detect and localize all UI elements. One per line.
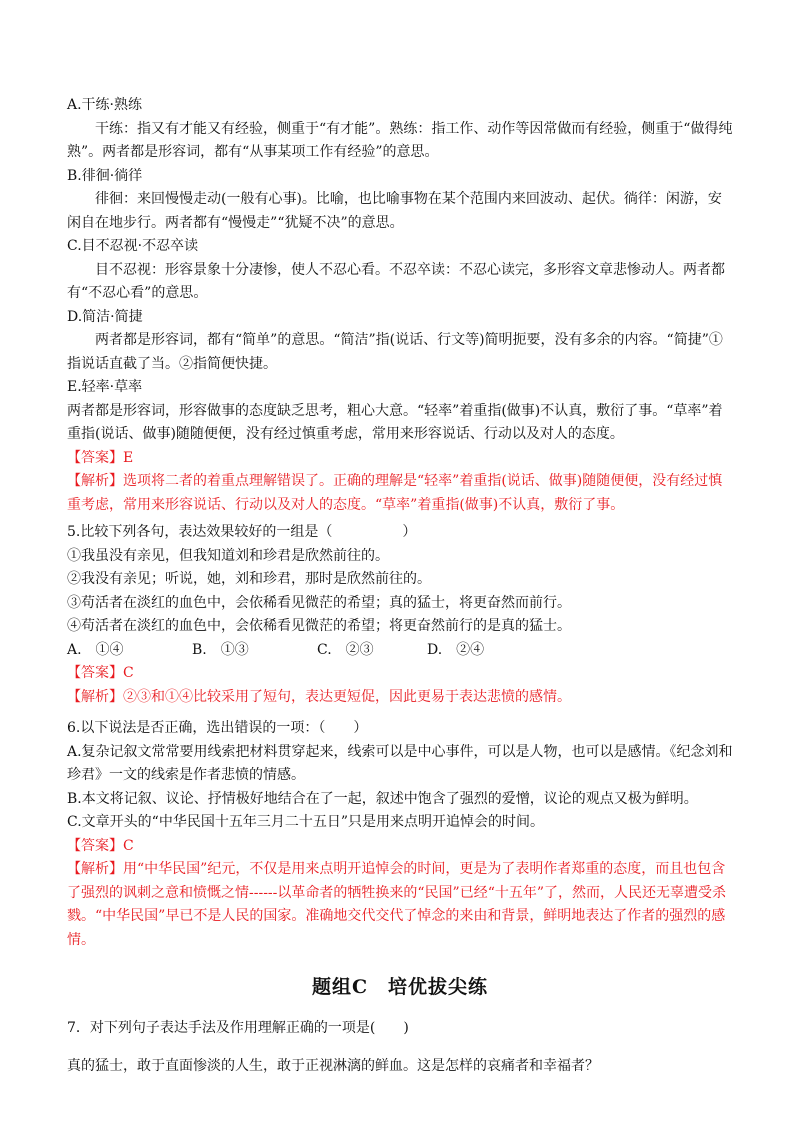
q6-answer: 【答案】C xyxy=(67,837,134,854)
q5-choice-c: C. ②③ xyxy=(317,641,374,658)
section-title: 题组C 培优拔尖练 xyxy=(311,976,489,998)
q6-analysis: 【解析】用“中华民国”纪元，不仅是用来点明开追悼会的时间，更是为了表明作者郑重的态度，而且也包含了强烈的讽刺之意和愤慨之情------以革命者的牺牲换来的“民国”已经“十五年”了，然而，人民还无辜遭受杀戮。“中华民国”早已不是人民的国家。准确地交代交代了悼念的来由和背景，鲜明地表达了作者的强烈的感情。 xyxy=(67,861,727,948)
option-b-text: 徘徊：来回慢慢走动(一般有心事)。比喻，也比喻事物在某个范围内来回波动、起伏。徜徉：闲游，安闲自在地步行。两者都有“慢慢走”“犹疑不决”的意思。 xyxy=(67,191,722,231)
q5-answer: 【答案】C xyxy=(67,665,134,681)
q5-stem: 5.比较下列各句，表达效果较好的一组是（ ） xyxy=(67,524,417,540)
q5-choice-b: B. ①③ xyxy=(192,641,249,658)
q5-analysis: 【解析】②③和①④比较采用了短句，表达更短促，因此更易于表达悲愤的感情。 xyxy=(67,688,571,705)
q5-choices xyxy=(67,639,733,663)
q5-sentence-1: ①我虽没有亲见，但我知道刘和珍君是欣然前往的。 xyxy=(67,547,389,564)
option-a-text: 干练：指又有才能又有经验，侧重于“有才能”。熟练：指工作、动作等因常做而有经验，侧重于“做得纯熟”。两者都是形容词，都有“从事某项工作有经验”的意思。 xyxy=(67,120,733,160)
q5-sentence-2: ②我没有亲见；听说，她，刘和珍君，那时是欣然前往的。 xyxy=(67,571,431,587)
option-e-heading: E.轻率·草率 xyxy=(67,379,143,395)
q7-quote: 真的猛士，敢于直面惨淡的人生，敢于正视淋漓的鲜血。这是怎样的哀痛者和幸福者？ xyxy=(67,1058,599,1074)
option-c-heading: C.目不忍视·不忍卒读 xyxy=(67,238,199,254)
q5-sentence-4: ④苟活者在淡红的血色中，会依稀看见微茫的希望；将更奋然前行的是真的猛士。 xyxy=(67,618,571,634)
document-page xyxy=(67,94,733,1081)
q5-sentence-3: ③苟活者在淡红的血色中，会依稀看见微茫的希望；真的猛士，将更奋然而前行。 xyxy=(67,594,571,611)
option-a-heading: A.干练·熟练 xyxy=(67,97,143,113)
q4-analysis: 【解析】选项将二者的着重点理解错误了。正确的理解是“轻率”着重指(说话、做事)随随便便，没有经过慎重考虑，常用来形容说话、行动以及对人的态度。“草率”着重指(做事)不认真，敷衍了事。 xyxy=(67,473,723,513)
option-b-heading: B.徘徊·徜徉 xyxy=(67,167,143,184)
option-d-heading: D.简洁·简捷 xyxy=(67,308,143,325)
q5-choice-d: D. ②④ xyxy=(427,641,485,658)
q6-option-b: B.本文将记叙、议论、抒情极好地结合在了一起，叙述中饱含了强烈的爱憎，议论的观点又极为鲜明。 xyxy=(67,790,698,807)
q7-stem: 7．对下列句子表达手法及作用理解正确的一项是( ) xyxy=(67,1020,409,1036)
q4-answer: 【答案】E xyxy=(67,449,134,466)
option-e-text: 两者都是形容词，形容做事的态度缺乏思考，粗心大意。“轻率”着重指(做事)不认真，敷衍了事。“草率”着重指(说话、做事)随随便便，没有经过慎重考虑，常用来形容说话、行动以及对人的态度。 xyxy=(67,402,723,442)
option-c-text: 目不忍视：形容景象十分凄惨，使人不忍心看。不忍卒读：不忍心读完，多形容文章悲惨动人。两者都有“不忍心看”的意思。 xyxy=(67,261,725,301)
q6-option-c: C.文章开头的“中华民国十五年三月二十五日”只是用来点明开追悼会的时间。 xyxy=(67,814,544,830)
q5-choice-a: A. ①④ xyxy=(67,641,124,658)
q6-stem: 6.以下说法是否正确，选出错误的一项：（ ） xyxy=(67,720,368,736)
q6-option-a: A.复杂记叙文常常要用线索把材料贯穿起来，线索可以是中心事件，可以是人物，也可以是感情。《纪念刘和珍君》一文的线索是作者悲愤的情感。 xyxy=(67,743,733,783)
option-d-text: 两者都是形容词，都有“简单”的意思。“简洁”指(说话、行文等)简明扼要，没有多余的内容。“简捷”①指说话直截了当。②指简便快捷。 xyxy=(67,332,723,372)
